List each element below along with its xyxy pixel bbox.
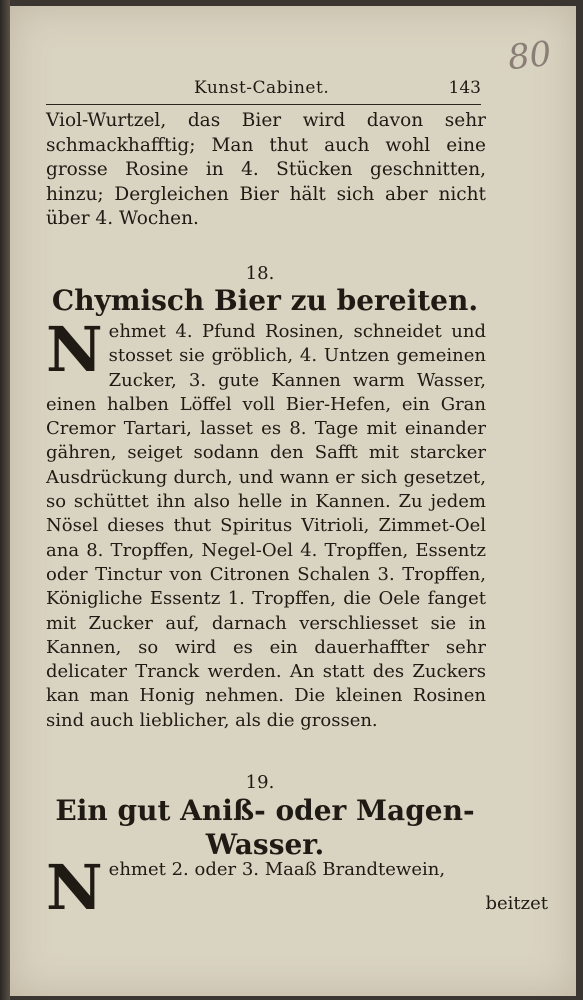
handwritten-folio-number: 80 — [506, 33, 554, 79]
drop-cap: N — [46, 851, 103, 924]
recipe-text-18: ehmet 4. Pfund Rosinen, schneidet und stosset sie gröblich, 4. Untzen gemeinen Zucker, 3. gute Kannen warm Wasser, einen halben Löffel voll Bier-Hefen, ein Gran Cremor Tartari, lasset es 8. Tage mit einander gähren, seiget sodann den Safft mit starcker Ausdrückung durch, und wann er sich gesetzet, so schüttet ihn also helle in Kannen. Zu jedem Nösel dieses thut Spiritus Vitrioli, Zimmet-Oel ana 8. Tropffen, Negel-Oel 4. Tropffen, Essentz oder Tinctur von Citronen Schalen 3. Tropffen, Königliche Essentz 1. Tropffen, die Oele fanget mit Zucker auf, darnach verschliesset sie in Kannen, so wird es ein dauerhaffter sehr delicater Tranck werden. An statt des Zuckers kan man Honig nehmen. Die kleinen Rosinen sind auch lieblicher, als die grossen. — [46, 321, 486, 731]
header-rule — [46, 104, 481, 105]
running-title: Kunst-Cabinet. — [194, 78, 330, 98]
book-page — [10, 6, 576, 996]
recipe-paragraph-18 — [46, 313, 486, 733]
drop-cap: N — [46, 313, 103, 386]
page-number: 143 — [448, 78, 481, 98]
recipe-text-19: ehmet 2. oder 3. Maaß Brandtewein, — [108, 859, 446, 880]
section-number-18: 18. — [245, 263, 275, 284]
recipe-paragraph-19 — [46, 851, 486, 924]
section-title-19: Ein gut Aniß- oder Magen-Wasser. — [55, 794, 475, 861]
continuation-paragraph: Viol-Wurtzel, das Bier wird davon sehr schmackhafftig; Man thut auch wohl eine grosse Rosine in 4. Stücken geschnitten, hinzu; Dergleichen Bier hält sich aber nicht über 4. Wochen. — [46, 110, 486, 230]
book-gutter — [0, 0, 10, 1000]
catchword: beitzet — [485, 893, 548, 914]
section-title-18: Chymisch Bier zu bereiten. — [51, 284, 479, 317]
section-number-19: 19. — [245, 772, 275, 793]
